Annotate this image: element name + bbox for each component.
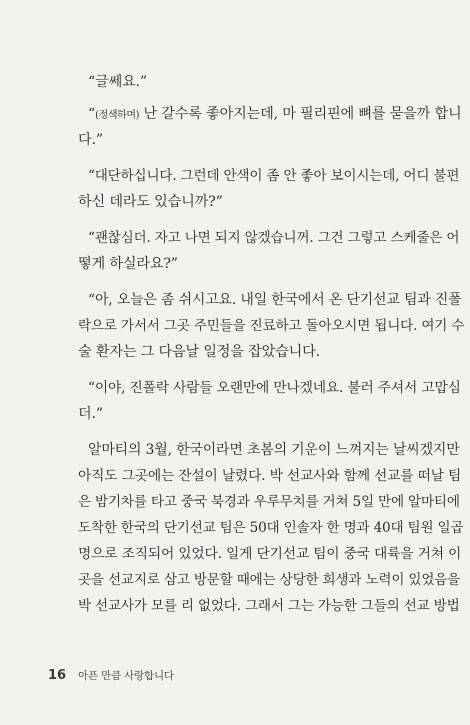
text-line: 더.” (78, 406, 103, 422)
text-line: “괜찮심더. 자고 나면 되지 않겠습니꺼. 그건 그렇고 스케줄은 어 (88, 230, 460, 246)
text-line: 락으로 가서서 그곳 주민들을 진료하고 돌아오시면 됩니다. 여기 수 (78, 318, 465, 334)
text-line (88, 104, 462, 126)
text-line: 박 선교사가 모를 리 없었다. 그래서 그는 가능한 그들의 선교 방법 (78, 598, 460, 614)
page-number: 16 (48, 668, 67, 683)
text-line: 알마티의 3월, 한국이라면 초봄의 기운이 느껴지는 날씨겠지만 (88, 442, 460, 458)
page-footer (48, 664, 174, 683)
running-title: 아픈 만큼 사랑합니다 (78, 670, 174, 682)
text-line: “글쎄요.” (88, 74, 147, 90)
text-line: 아직도 그곳에는 잔설이 날렸다. 박 선교사와 함께 선교를 떠날 팀 (78, 468, 462, 484)
text-line: 곳을 선교지로 삼고 방문할 때에는 상당한 희생과 노력이 있었음을 (78, 572, 461, 588)
text-line: 은 밤기차를 타고 중국 북경과 우루무치를 거쳐 5일 만에 알마티에 (78, 494, 460, 510)
text-line: “대단하십니다. 그런데 안색이 좀 안 좋아 보이시는데, 어디 불편 (88, 168, 460, 184)
quote-mark: “ (88, 106, 96, 122)
text-line: 떻게 하실라요?” (78, 256, 178, 272)
text-line: 하신 데라도 있습니까?” (78, 194, 223, 210)
text-line: 술 환자는 그 다음날 일정을 잡았습니다. (78, 344, 320, 360)
text-line: 다.” (78, 132, 103, 148)
text-line: “아, 오늘은 좀 쉬시고요. 내일 한국에서 온 단기선교 팀과 진폴 (88, 292, 462, 308)
stage-direction: (정색하며) (95, 110, 140, 121)
text-line: “이야, 진폴락 사람들 오랜만에 만나겠네요. 불러 주셔서 고맙심 (88, 380, 461, 396)
text-line: 도착한 한국의 단기선교 팀은 50대 인솔자 한 명과 40대 팀원 일곱 (78, 520, 464, 536)
text-line: 명으로 조직되어 있었다. 일게 단기선교 팀이 중국 대륙을 거쳐 이 (78, 546, 462, 562)
text-segment: 난 갈수록 좋아지는데, 마 필리핀에 뼈를 묻을까 합니 (143, 106, 462, 122)
